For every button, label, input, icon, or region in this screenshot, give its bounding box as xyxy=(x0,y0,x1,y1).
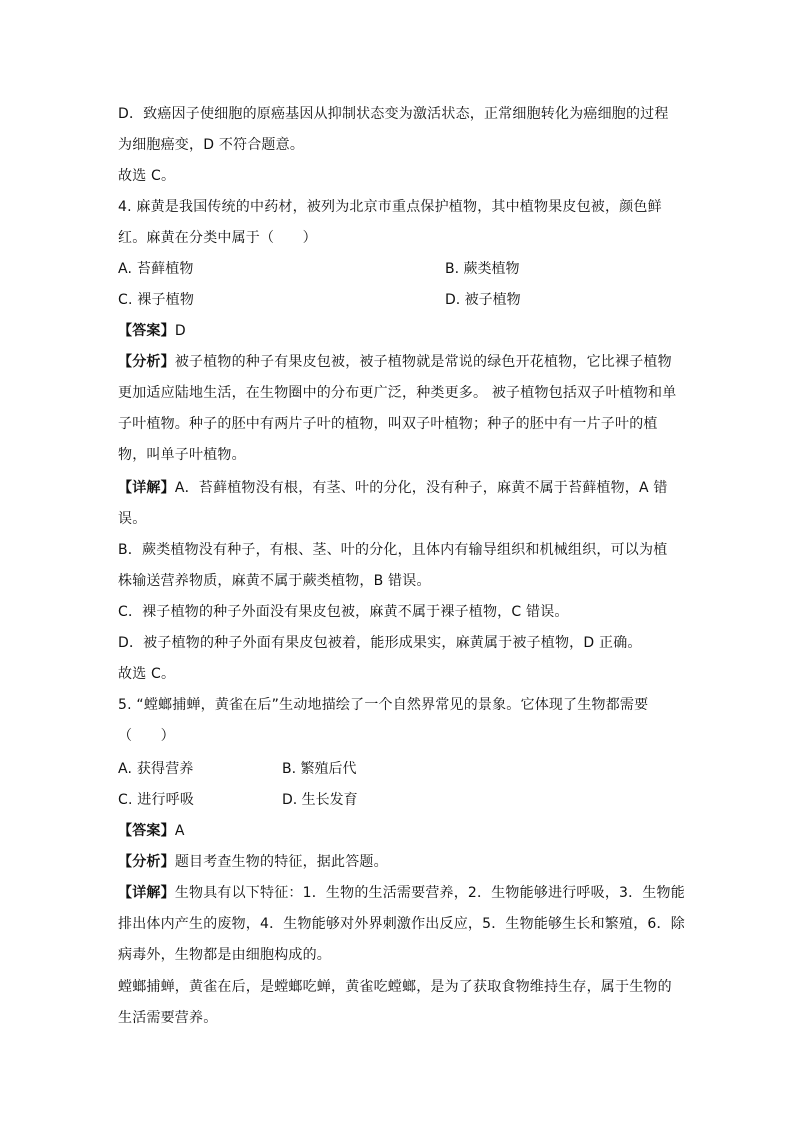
answer-tag: 【答案】 xyxy=(118,823,175,839)
q5-analysis xyxy=(118,852,388,872)
text-line: 株输送营养物质，麻黄不属于蕨类植物，B 错误。 xyxy=(118,573,431,589)
q5-option-b: B. 繁殖后代 xyxy=(282,761,357,777)
q5-option-a: A. 获得营养 xyxy=(118,761,194,777)
q4-option-b: B. 蕨类植物 xyxy=(445,261,520,277)
detail-tag: 【详解】 xyxy=(118,480,175,496)
text-line: D．被子植物的种子外面有果皮包被着，能形成果实，麻黄属于被子植物，D 正确。 xyxy=(118,635,642,651)
question-4-stem: 红。麻黄在分类中属于（ ） xyxy=(118,230,317,246)
q4-detail xyxy=(118,478,668,498)
text-line: 病毒外，生物都是由细胞构成的。 xyxy=(118,947,331,963)
q5-detail xyxy=(118,883,685,903)
text-line: 误。 xyxy=(118,511,147,527)
text-line: 子叶植物。种子的胚中有两片子叶的植物，叫双子叶植物；种子的胚中有一片子叶的植 xyxy=(118,416,658,432)
text-line: B．蕨类植物没有种子，有根、茎、叶的分化，且体内有输导组织和机械组织，可以为植 xyxy=(118,542,668,558)
analysis-text: 题目考查生物的特征，据此答题。 xyxy=(174,854,388,870)
q4-analysis xyxy=(118,352,672,372)
text-line: 为细胞癌变，D 不符合题意。 xyxy=(118,137,305,153)
answer-value: A xyxy=(174,823,185,839)
text-line: 生活需要营养。 xyxy=(118,1010,218,1026)
detail-text: 生物具有以下特征：1．生物的生活需要营养，2．生物能够进行呼吸，3．生物能 xyxy=(174,885,685,901)
analysis-tag: 【分析】 xyxy=(118,854,175,870)
text-line: D．致癌因子使细胞的原癌基因从抑制状态变为激活状态，正常细胞转化为癌细胞的过程 xyxy=(118,106,669,122)
analysis-tag: 【分析】 xyxy=(118,354,175,370)
answer-value: D xyxy=(174,323,186,339)
q4-option-a: A. 苔藓植物 xyxy=(118,261,194,277)
q5-answer xyxy=(118,821,185,841)
analysis-text: 被子植物的种子有果皮包被，被子植物就是常说的绿色开花植物，它比裸子植物 xyxy=(174,354,672,370)
q4-answer xyxy=(118,321,186,341)
text-line: 螳螂捕蝉，黄雀在后，是螳螂吃蝉，黄雀吃螳螂，是为了获取食物维持生存，属于生物的 xyxy=(118,979,672,995)
text-line: C．裸子植物的种子外面没有果皮包被，麻黄不属于裸子植物，C 错误。 xyxy=(118,604,569,620)
question-5-stem: 5. “螳螂捕蝉，黄雀在后”生动地描绘了一个自然界常见的景象。它体现了生物都需要 xyxy=(118,697,649,713)
answer-tag: 【答案】 xyxy=(118,323,175,339)
q4-option-d: D. 被子植物 xyxy=(445,292,521,308)
q4-option-c: C. 裸子植物 xyxy=(118,292,195,308)
detail-tag: 【详解】 xyxy=(118,885,175,901)
question-5-stem: （ ） xyxy=(118,728,175,744)
detail-text: A．苔藓植物没有根，有茎、叶的分化，没有种子，麻黄不属于苔藓植物，A 错 xyxy=(174,480,668,496)
q5-option-c: C. 进行呼吸 xyxy=(118,792,195,808)
question-4-stem: 4. 麻黄是我国传统的中药材，被列为北京市重点保护植物，其中植物果皮包被，颜色鲜 xyxy=(118,199,662,215)
text-line: 故选 C。 xyxy=(118,666,176,682)
text-line: 物，叫单子叶植物。 xyxy=(118,447,246,463)
text-line: 排出体内产生的废物，4．生物能够对外界刺激作出反应，5．生物能够生长和繁殖，6．除 xyxy=(118,916,685,932)
text-line: 故选 C。 xyxy=(118,168,176,184)
text-line: 更加适应陆地生活，在生物圈中的分布更广泛，种类更多。 被子植物包括双子叶植物和单 xyxy=(118,385,677,401)
q5-option-d: D. 生长发育 xyxy=(282,792,358,808)
